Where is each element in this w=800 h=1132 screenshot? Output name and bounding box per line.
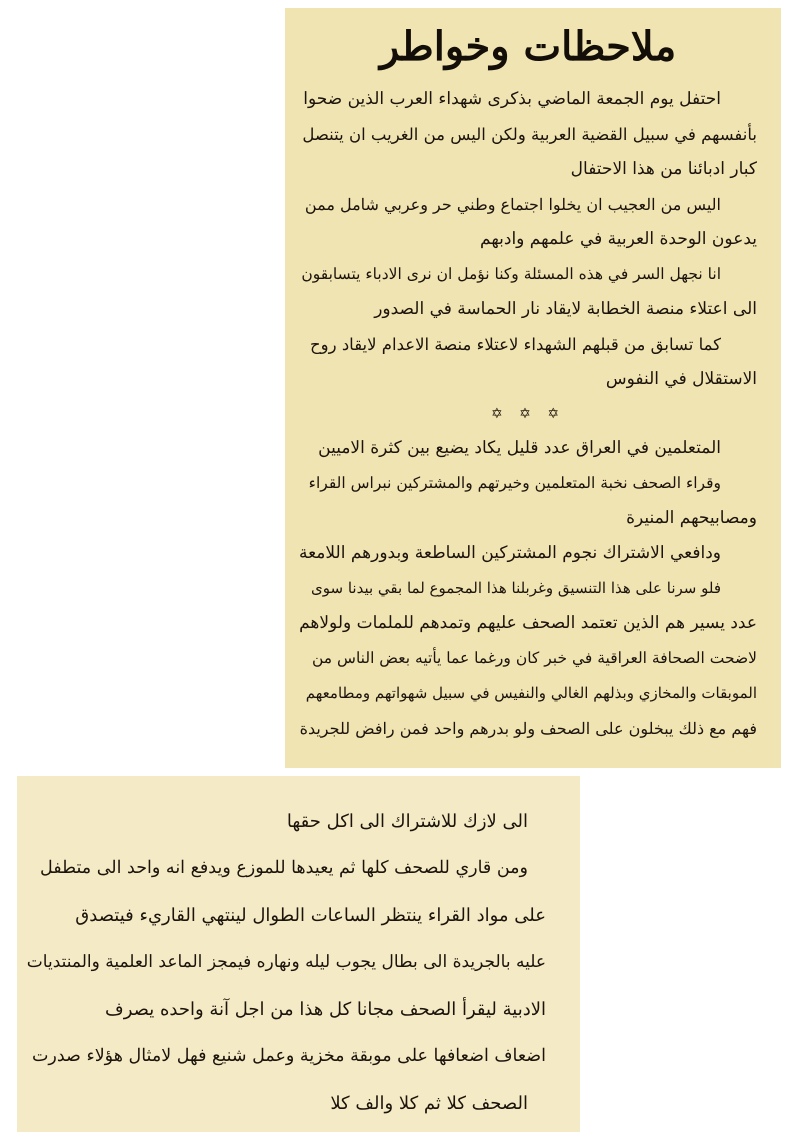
- text-line: عليه بالجريدة الى بطال يجوب ليله ونهاره فيمجز الماعد العلمية والمنتديات: [26, 952, 546, 972]
- text-line: الى اعتلاء منصة الخطابة لايقاد نار الحماسة في الصدور: [374, 299, 757, 319]
- paragraph-readers: [299, 431, 757, 746]
- text-line: فهم مع ذلك يبخلون على الصحف ولو بدرهم واحد فمن رافض للجريدة: [299, 719, 757, 738]
- text-line: الصحف كلا ثم كلا والف كلا: [330, 1093, 528, 1114]
- text-line: على مواد القراء ينتظر الساعات الطوال لينتهي القاريء فيتصدق: [75, 905, 546, 926]
- text-line: الاستقلال في النفوس: [605, 369, 757, 389]
- paragraph-secret: [299, 257, 757, 327]
- text-line: احتفل يوم الجمعة الماضي بذكرى شهداء العرب الذين ضحوا: [303, 89, 721, 109]
- text-line: عدد يسير هم الذين تعتمد الصحف عليهم وتمدهم للملمات ولولاهم: [299, 613, 757, 633]
- text-line: كبار ادبائنا من هذا الاحتفال: [570, 159, 757, 179]
- clipping-bottom: [17, 776, 580, 1132]
- paragraph-intro: [299, 82, 757, 187]
- text-line: انا نجهل السر في هذه المسئلة وكنا نؤمل ان نرى الادباء يتسابقون: [301, 265, 721, 283]
- text-line: يدعون الوحدة العربية في علمهم وادبهم: [480, 229, 757, 249]
- text-line: بأنفسهم في سبيل القضية العربية ولكن اليس من الغريب ان يتنصل: [302, 125, 757, 144]
- text-line: الموبقات والمخازي وبذلهم الغالي والنفيس في سبيل شهواتهم ومطامعهم: [305, 684, 757, 702]
- article-title: ملاحظات وخواطر: [379, 23, 677, 70]
- text-line: ودافعي الاشتراك نجوم المشتركين الساطعة وبدورهم اللامعة: [298, 543, 721, 563]
- text-line: فلو سرنا على هذا التنسيق وغربلنا هذا المجموع لما بقي بيدنا سوى: [311, 579, 721, 597]
- clipping-top: [285, 8, 781, 768]
- text-line: الى لازك للاشتراك الى اكل حقها: [286, 811, 528, 832]
- paragraph-question: [299, 187, 757, 257]
- text-line: اليس من العجيب ان يخلوا اجتماع وطني حر وعربي شامل ممن: [304, 195, 721, 214]
- text-line: الادبية ليقرأ الصحف مجانا كل هذا من اجل آنة واحده يصرف: [105, 999, 546, 1020]
- text-line: وقراء الصحف نخبة المتعلمين وخيرتهم والمشتركين نبراس القراء: [308, 474, 721, 492]
- star-separator: ✡ ✡ ✡: [490, 406, 566, 422]
- text-line: كما تسابق من قبلهم الشهداء لاعتلاء منصة الاعدام لايقاد روح: [310, 335, 721, 354]
- paragraph-martyrs: [299, 327, 757, 397]
- text-line: لاضحت الصحافة العراقية في خبر كان ورغما عما يأتيه بعض الناس من: [312, 649, 757, 667]
- text-line: المتعلمين في العراق عدد قليل يكاد يضيع بين كثرة الاميين: [318, 438, 721, 458]
- text-line: ومن قاري للصحف كلها ثم يعيدها للموزع ويدفع انه واحد الى متطفل: [40, 858, 528, 878]
- text-line: ومصابيحهم المنيرة: [626, 508, 757, 528]
- text-line: اضعاف اضعافها على موبقة مخزية وعمل شنيع فهل لامثال هؤلاء صدرت: [31, 1046, 546, 1066]
